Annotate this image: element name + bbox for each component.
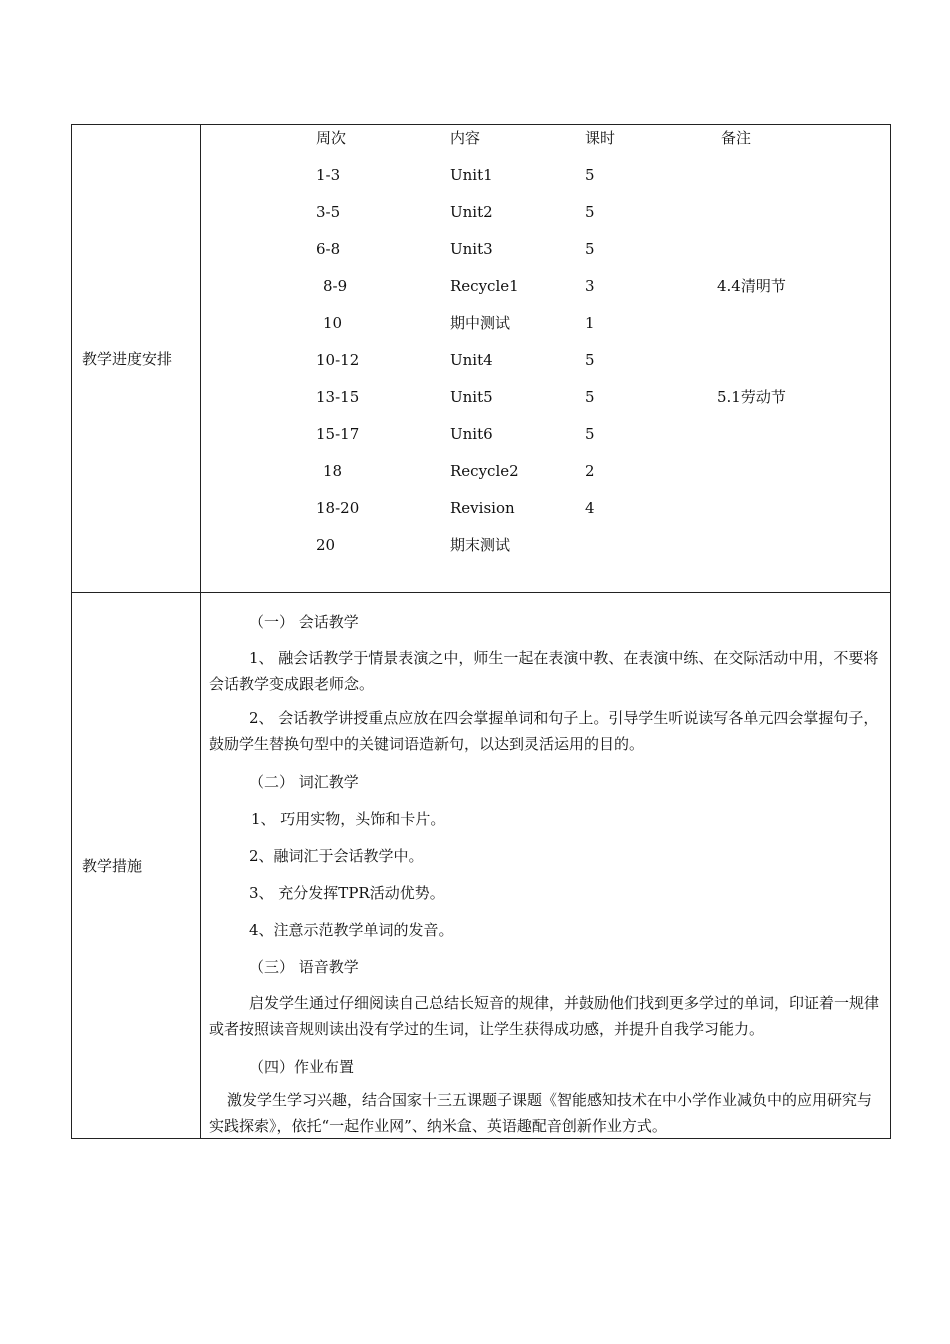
hours-value: 5 (585, 425, 595, 443)
week-value: 20 (316, 536, 336, 554)
hours-value: 5 (585, 166, 595, 184)
schedule-item (201, 423, 890, 445)
content-value: Unit3 (450, 240, 493, 258)
week-value: 10 (323, 314, 343, 332)
list-item: 3、 充分发挥TPR活动优势。 (249, 884, 445, 902)
paragraph: 启发学生通过仔细阅读自己总结长短音的规律，并鼓励他们找到更多学过的单词，印证着一规律或者按照读音规则读出没有学过的生词，让学生获得成功感，并提升自我学习能力。 (209, 994, 880, 1038)
hours-value: 4 (585, 499, 595, 517)
week-value: 18 (323, 462, 343, 480)
schedule-item (201, 349, 890, 371)
week-value: 3-5 (316, 203, 341, 221)
schedule-row-label: 教学进度安排 (82, 350, 173, 368)
note-value: 4.4清明节 (717, 277, 786, 295)
schedule-item (201, 312, 890, 334)
week-value: 10-12 (316, 351, 360, 369)
section-title: （四）作业布置 (249, 1058, 355, 1076)
plan-table (71, 124, 891, 1139)
hours-value: 2 (585, 462, 595, 480)
list-item: 1、 巧用实物，头饰和卡片。 (251, 810, 446, 828)
hours-value: 5 (585, 203, 595, 221)
content-value: Recycle2 (450, 462, 519, 480)
measures-cell (201, 593, 891, 1139)
list-item: 4、注意示范教学单词的发音。 (249, 921, 454, 939)
schedule-item (201, 497, 890, 519)
content-value: Unit1 (450, 166, 493, 184)
header-content: 内容 (450, 129, 481, 147)
schedule-item (201, 460, 890, 482)
measures-row (72, 593, 891, 1139)
paragraph: 1、 融会话教学于情景表演之中，师生一起在表演中教、在表演中练、在交际活动中用，不要将会话教学变成跟老师念。 (209, 649, 879, 693)
schedule-item (201, 534, 890, 556)
header-week: 周次 (316, 129, 347, 147)
section-title: （二） 词汇教学 (249, 773, 359, 791)
list-item: 2、融词汇于会话教学中。 (249, 847, 424, 865)
section-title: （一） 会话教学 (249, 613, 359, 631)
schedule-label-cell (72, 125, 201, 593)
content-value: Unit4 (450, 351, 493, 369)
paragraph: 激发学生学习兴趣，结合国家十三五课题子课题《智能感知技术在中小学作业减负中的应用研究与实践探索》，依托“一起作业网”、纳米盒、英语趣配音创新作业方式。 (209, 1091, 873, 1135)
week-value: 8-9 (323, 277, 348, 295)
week-value: 1-3 (316, 166, 341, 184)
section-title: （三） 语音教学 (249, 958, 359, 976)
content-value: Unit5 (450, 388, 493, 406)
schedule-item (201, 164, 890, 186)
hours-value: 5 (585, 351, 595, 369)
week-value: 15-17 (316, 425, 360, 443)
hours-value: 1 (585, 314, 595, 332)
hours-value: 5 (585, 240, 595, 258)
schedule-item (201, 386, 890, 408)
measures-row-label: 教学措施 (82, 857, 143, 875)
content-value: Unit6 (450, 425, 493, 443)
schedule-cell (201, 125, 891, 593)
content-value: Unit2 (450, 203, 493, 221)
schedule-item (201, 275, 890, 297)
week-value: 13-15 (316, 388, 360, 406)
schedule-header (201, 127, 890, 149)
note-value: 5.1劳动节 (717, 388, 786, 406)
measures-content (201, 593, 890, 1138)
week-value: 6-8 (316, 240, 341, 258)
schedule-item (201, 201, 890, 223)
header-hours: 课时 (585, 129, 616, 147)
content-value: 期末测试 (450, 536, 511, 554)
schedule-item (201, 238, 890, 260)
hours-value: 3 (585, 277, 595, 295)
content-value: 期中测试 (450, 314, 511, 332)
header-note: 备注 (721, 129, 752, 147)
measures-label-cell (72, 593, 201, 1139)
schedule-row (72, 125, 891, 593)
content-value: Recycle1 (450, 277, 519, 295)
hours-value: 5 (585, 388, 595, 406)
content-value: Revision (450, 499, 515, 517)
week-value: 18-20 (316, 499, 360, 517)
schedule-list (201, 125, 890, 592)
paragraph: 2、 会话教学讲授重点应放在四会掌握单词和句子上。引导学生听说读写各单元四会掌握句子，鼓励学生替换句型中的关键词语造新句，以达到灵活运用的目的。 (209, 709, 879, 753)
